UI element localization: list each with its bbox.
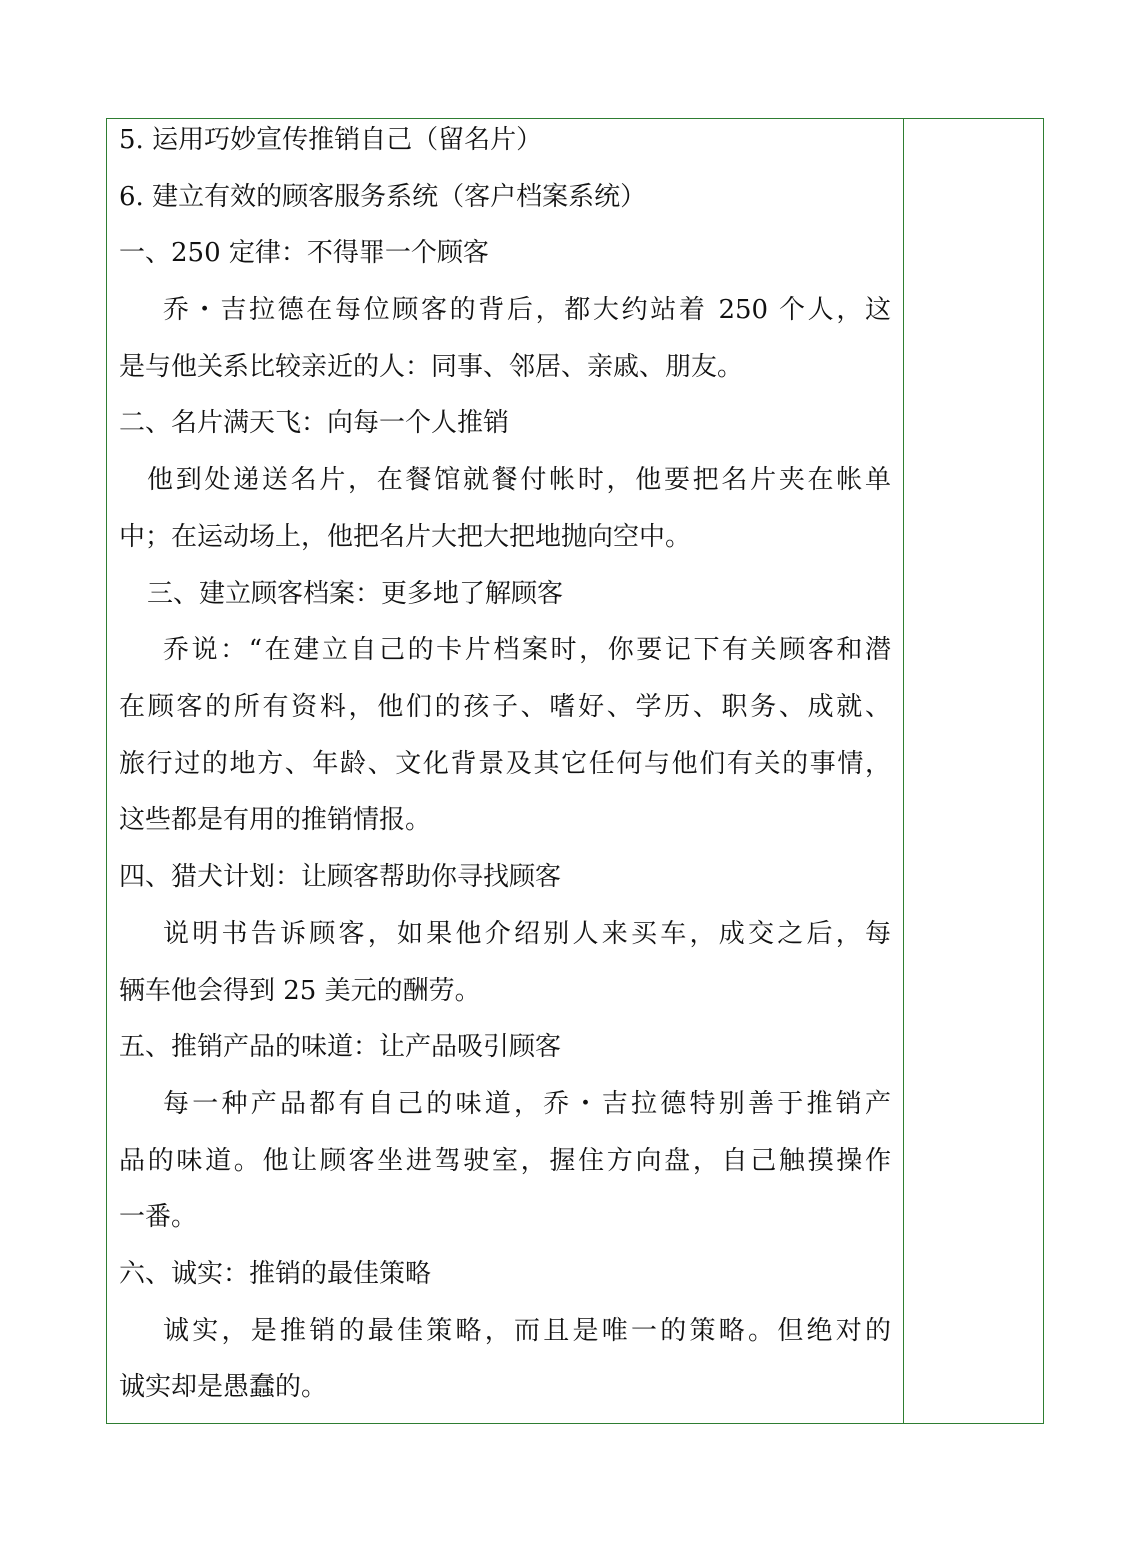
paragraph-line: 这些都是有用的推销情报。 xyxy=(119,805,432,835)
section-heading: 一、250 定律：不得罪一个顾客 xyxy=(119,238,489,268)
item-line: 6. 建立有效的顾客服务系统（客户档案系统） xyxy=(119,182,647,212)
paragraph-line: 诚实，是推销的最佳策略，而且是唯一的策略。但绝对的 xyxy=(163,1316,891,1346)
section-heading: 三、建立顾客档案：更多地了解顾客 xyxy=(147,579,564,609)
paragraph-line: 他到处递送名片，在餐馆就餐付帐时，他要把名片夹在帐单 xyxy=(147,465,891,495)
paragraph-line: 诚实却是愚蠢的。 xyxy=(119,1372,328,1402)
paragraph-line: 乔说：“在建立自己的卡片档案时，你要记下有关顾客和潜 xyxy=(163,635,891,665)
paragraph-line: 在顾客的所有资料，他们的孩子、嗜好、学历、职务、成就、 xyxy=(119,692,891,722)
section-heading: 六、诚实：推销的最佳策略 xyxy=(119,1259,432,1289)
paragraph-line: 一番。 xyxy=(119,1202,198,1232)
paragraph-line: 说明书告诉顾客，如果他介绍别人来买车，成交之后，每 xyxy=(163,919,891,949)
content-cell xyxy=(107,119,903,1423)
paragraph-line: 乔・吉拉德在每位顾客的背后，都大约站着 250 个人，这 xyxy=(163,295,891,325)
paragraph-line: 每一种产品都有自己的味道，乔・吉拉德特别善于推销产 xyxy=(163,1089,891,1119)
paragraph-line: 旅行过的地方、年龄、文化背景及其它任何与他们有关的事情， xyxy=(119,749,891,779)
paragraph-line: 是与他关系比较亲近的人：同事、邻居、亲戚、朋友。 xyxy=(119,352,744,382)
empty-side-cell xyxy=(904,119,1043,1423)
paragraph-line: 品的味道。他让顾客坐进驾驶室，握住方向盘，自己触摸操作 xyxy=(119,1146,891,1176)
paragraph-line: 辆车他会得到 25 美元的酬劳。 xyxy=(119,976,481,1006)
item-line: 5. 运用巧妙宣传推销自己（留名片） xyxy=(119,125,543,155)
document-table xyxy=(106,118,1044,1424)
section-heading: 二、名片满天飞：向每一个人推销 xyxy=(119,408,510,438)
paragraph-line: 中；在运动场上，他把名片大把大把地抛向空中。 xyxy=(119,522,692,552)
section-heading: 五、推销产品的味道：让产品吸引顾客 xyxy=(119,1032,562,1062)
section-heading: 四、猎犬计划：让顾客帮助你寻找顾客 xyxy=(119,862,562,892)
